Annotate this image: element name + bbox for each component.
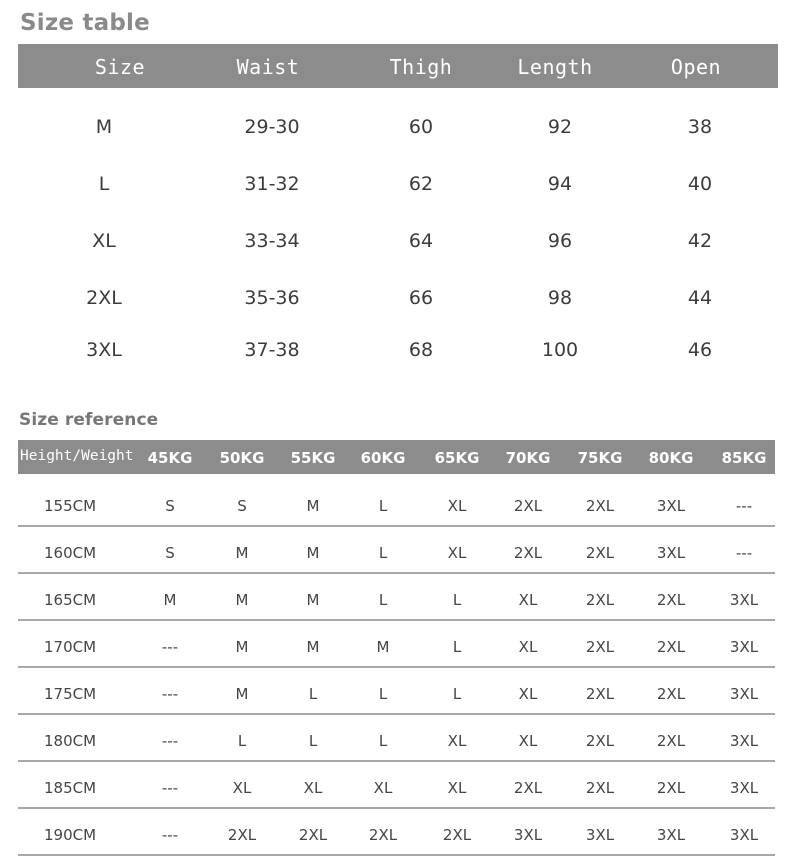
size-reference-header [18,440,775,474]
size-cell: 2XL [585,544,615,562]
size-cell: M [306,497,320,515]
height-cell: 185CM [44,779,97,797]
cell-waist: 33-34 [244,230,300,252]
cell-open: 42 [687,230,713,252]
cell-thigh: 62 [408,173,434,195]
table-row [18,480,775,527]
size-cell: --- [161,638,179,656]
cell-thigh: 64 [408,230,434,252]
size-cell: 3XL [656,544,686,562]
weight-header: 55KG [290,449,336,467]
height-cell: 190CM [44,826,97,844]
weight-header: 75KG [577,449,623,467]
size-cell: L [452,685,462,703]
size-cell: XL [447,497,467,515]
size-cell: 2XL [585,779,615,797]
size-cell: --- [161,685,179,703]
size-cell: S [165,544,175,562]
size-cell: XL [518,732,538,750]
size-cell: XL [447,779,467,797]
cell-size: XL [92,230,116,252]
height-cell: 160CM [44,544,97,562]
cell-size: M [95,116,113,138]
cell-length: 98 [547,287,573,309]
size-cell: L [308,732,318,750]
size-cell: 2XL [656,638,686,656]
size-cell: M [235,685,249,703]
size-cell: 2XL [368,826,398,844]
size-cell: M [376,638,390,656]
size-cell: M [163,591,177,609]
size-cell: 3XL [729,591,759,609]
size-cell: M [235,591,249,609]
size-cell: --- [161,779,179,797]
size-cell: L [378,732,388,750]
size-table-title: Size table [20,10,150,36]
size-cell: 2XL [656,591,686,609]
height-cell: 175CM [44,685,97,703]
cell-waist: 31-32 [244,173,300,195]
size-cell: 2XL [656,779,686,797]
size-cell: --- [161,826,179,844]
size-cell: 3XL [656,826,686,844]
height-cell: 170CM [44,638,97,656]
size-cell: S [237,497,247,515]
cell-length: 92 [547,116,573,138]
size-cell: 3XL [729,826,759,844]
size-cell: 2XL [585,685,615,703]
size-cell: 2XL [513,497,543,515]
size-cell: 2XL [585,732,615,750]
cell-thigh: 66 [408,287,434,309]
size-cell: L [308,685,318,703]
size-cell: 2XL [656,732,686,750]
size-cell: 2XL [298,826,328,844]
size-cell: XL [518,591,538,609]
size-cell: 3XL [729,732,759,750]
size-cell: S [165,497,175,515]
table-row [18,809,775,856]
weight-header: 80KG [648,449,694,467]
size-cell: XL [447,544,467,562]
size-cell: XL [447,732,467,750]
size-cell: 3XL [585,826,615,844]
cell-waist: 29-30 [244,116,300,138]
height-weight-header: Height/Weight [20,448,134,464]
size-cell: L [237,732,247,750]
height-cell: 180CM [44,732,97,750]
size-cell: 2XL [656,685,686,703]
cell-open: 44 [687,287,713,309]
cell-length: 100 [541,339,579,361]
size-cell: XL [303,779,323,797]
size-reference-title: Size reference [19,410,159,430]
size-cell: M [235,544,249,562]
size-cell: 2XL [585,497,615,515]
size-cell: M [235,638,249,656]
table-row [18,762,775,809]
size-cell: 2XL [227,826,257,844]
cell-thigh: 68 [408,339,434,361]
size-cell: 2XL [442,826,472,844]
table-row [18,574,775,621]
size-cell: L [378,591,388,609]
weight-header: 65KG [434,449,480,467]
size-cell: M [306,591,320,609]
size-cell: 2XL [585,591,615,609]
size-cell: L [378,685,388,703]
header-waist: Waist [236,55,300,79]
table-row [18,715,775,762]
size-cell: XL [232,779,252,797]
header-size: Size [94,55,146,79]
size-cell: 2XL [513,544,543,562]
table-row [18,668,775,715]
size-cell: L [378,497,388,515]
size-cell: 2XL [585,638,615,656]
weight-header: 85KG [721,449,767,467]
height-cell: 155CM [44,497,97,515]
size-cell: XL [518,638,538,656]
size-cell: M [306,638,320,656]
cell-size: 3XL [86,339,122,361]
cell-length: 94 [547,173,573,195]
cell-waist: 35-36 [244,287,300,309]
weight-header: 50KG [219,449,265,467]
cell-length: 96 [547,230,573,252]
size-cell: M [306,544,320,562]
size-cell: --- [161,732,179,750]
size-cell: L [378,544,388,562]
size-cell: 3XL [729,779,759,797]
weight-header: 70KG [505,449,551,467]
table-row [18,621,775,668]
size-cell: L [452,638,462,656]
size-cell: --- [735,544,753,562]
size-cell: 3XL [656,497,686,515]
cell-size: 2XL [86,287,122,309]
size-cell: 3XL [729,685,759,703]
header-thigh: Thigh [389,55,453,79]
weight-header: 45KG [147,449,193,467]
height-cell: 165CM [44,591,97,609]
size-cell: 3XL [729,638,759,656]
size-cell: 3XL [513,826,543,844]
weight-header: 60KG [360,449,406,467]
cell-waist: 37-38 [244,339,300,361]
table-row [18,527,775,574]
cell-thigh: 60 [408,116,434,138]
size-cell: XL [518,685,538,703]
cell-open: 40 [687,173,713,195]
size-cell: 2XL [513,779,543,797]
size-cell: L [452,591,462,609]
cell-open: 46 [687,339,713,361]
header-open: Open [670,55,722,79]
size-cell: XL [373,779,393,797]
size-table-header [18,44,778,88]
cell-open: 38 [687,116,713,138]
cell-size: L [98,173,110,195]
size-cell: --- [735,497,753,515]
header-length: Length [517,55,593,79]
